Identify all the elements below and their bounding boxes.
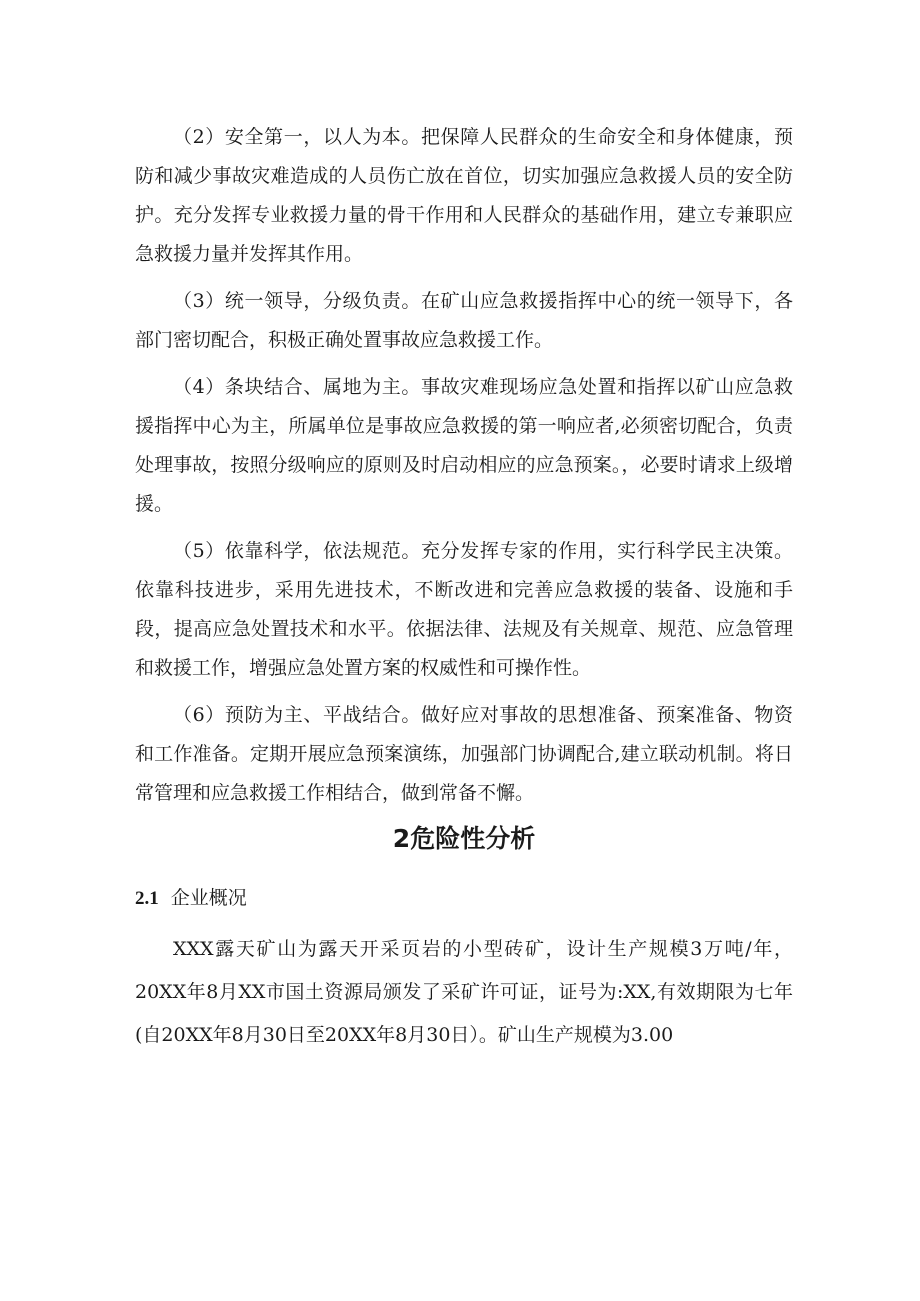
subsection-number: 2.1 xyxy=(135,888,159,909)
subsection-heading xyxy=(135,883,793,914)
company-overview-paragraph: XXX露天矿山为露天开采页岩的小型砖矿，设计生产规模3万吨/年，20XX年8月XX市国土资源局颁发了采矿许可证，证号为:XX,有效期限为七年(自20XX年8月30日至20XX年8月30日）。矿山生产规模为3.00 xyxy=(135,938,793,1046)
paragraph-principle-6: （6）预防为主、平战结合。做好应对事故的思想准备、预案准备、物资和工作准备。定期开展应急预案演练，加强部门协调配合,建立联动机制。将日常管理和应急救援工作相结合，做到常备不懈。 xyxy=(135,704,793,804)
document-page xyxy=(135,118,793,1065)
paragraph-principle-5: （5）依靠科学，依法规范。充分发挥专家的作用，实行科学民主决策。依靠科技进步，采用先进技术，不断改进和完善应急救援的装备、设施和手段，提高应急处置技术和水平。依据法律、法规及有关规章、规范、应急管理和救援工作，增强应急处置方案的权威性和可操作性。 xyxy=(135,540,793,679)
subsection-title: 企业概况 xyxy=(170,887,247,909)
paragraph-principle-2: （2）安全第一，以人为本。把保障人民群众的生命安全和身体健康，预防和减少事故灾难造成的人员伤亡放在首位，切实加强应急救援人员的安全防护。充分发挥专业救援力量的骨干作用和人民群众的基础作用，建立专兼职应急救援力量并发挥其作用。 xyxy=(135,126,793,265)
paragraph-principle-3: （3）统一领导，分级负责。在矿山应急救援指挥中心的统一领导下，各部门密切配合，积极正确处置事故应急救援工作。 xyxy=(135,290,793,351)
paragraph-principle-4: （4）条块结合、属地为主。事故灾难现场应急处置和指挥以矿山应急救援指挥中心为主，所属单位是事故应急救援的第一响应者,必须密切配合，负责处理事故，按照分级响应的原则及时启动相应的应急预案。，必要时请求上级增援。 xyxy=(135,376,793,515)
section-title: 2危险性分析 xyxy=(392,824,536,853)
